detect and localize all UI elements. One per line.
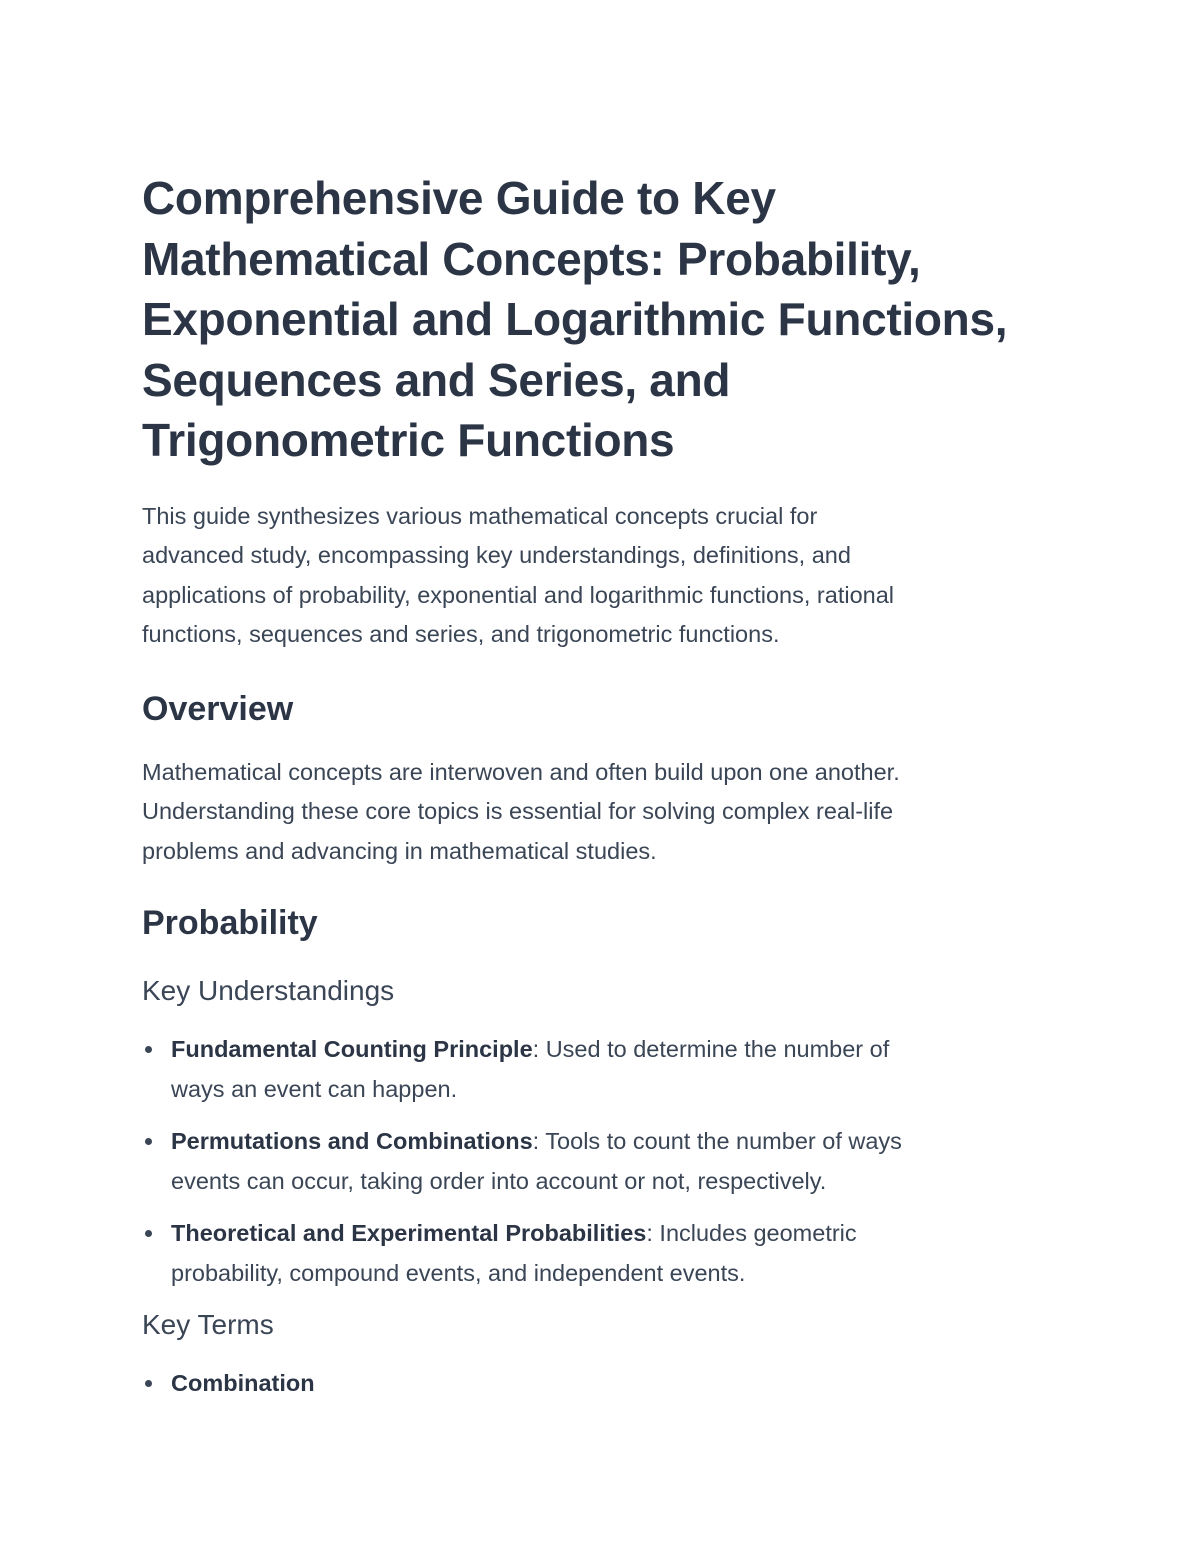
title-line: Trigonometric Functions: [142, 414, 675, 466]
list-item: [142, 1213, 1062, 1293]
overview-paragraph: [142, 753, 1062, 872]
overview-heading: Overview: [142, 689, 294, 728]
probability-heading: Probability: [142, 904, 318, 942]
intro-line: advanced study, encompassing key understandings, definitions, and: [142, 542, 851, 568]
overview-line: Mathematical concepts are interwoven and often build upon one another.: [142, 758, 900, 785]
title-line: Comprehensive Guide to Key: [142, 172, 776, 224]
list-item-text: : Used to determine the number of: [532, 1036, 890, 1062]
list-item-continuation: probability, compound events, and independent events.: [171, 1260, 746, 1286]
bullet-icon: [145, 1138, 152, 1145]
list-item: [142, 1363, 1062, 1403]
list-item-continuation: events can occur, taking order into account or not, respectively.: [171, 1168, 827, 1194]
list-item: [142, 1029, 1062, 1109]
list-item-term: Fundamental Counting Principle: [171, 1036, 533, 1062]
title-line: Exponential and Logarithmic Functions,: [142, 293, 1008, 345]
intro-line: This guide synthesizes various mathematical concepts crucial for: [142, 502, 818, 529]
list-item-continuation: ways an event can happen.: [171, 1076, 458, 1102]
document-page: [142, 168, 1062, 1403]
intro-paragraph: [142, 497, 1062, 655]
list-item-text: : Tools to count the number of ways: [532, 1128, 902, 1154]
list-item-term: Permutations and Combinations: [171, 1128, 533, 1154]
overview-line: Understanding these core topics is essential for solving complex real-life: [142, 798, 894, 824]
intro-line: functions, sequences and series, and trigonometric functions.: [142, 621, 780, 647]
overview-line: problems and advancing in mathematical studies.: [142, 837, 657, 864]
intro-line: applications of probability, exponential and logarithmic functions, rational: [142, 581, 895, 608]
key-understandings-list: [142, 1029, 1062, 1293]
list-item-text: : Includes geometric: [646, 1220, 857, 1246]
list-item-first-line: [171, 1363, 1062, 1403]
title-line: Mathematical Concepts: Probability,: [142, 232, 921, 285]
key-understandings-heading: Key Understandings: [142, 975, 395, 1006]
document-title: [142, 168, 1062, 471]
bullet-icon: [145, 1230, 152, 1237]
title-line: Sequences and Series, and: [142, 353, 731, 406]
key-terms-list: [142, 1363, 1062, 1403]
bullet-icon: [145, 1380, 152, 1387]
list-item: [142, 1121, 1062, 1201]
list-item-first-line: [171, 1213, 1062, 1253]
bullet-icon: [145, 1046, 152, 1053]
key-terms-heading: Key Terms: [142, 1309, 274, 1340]
list-item-first-line: [171, 1029, 1062, 1069]
list-item-term: Theoretical and Experimental Probabilities: [171, 1220, 647, 1246]
list-item-first-line: [171, 1121, 1062, 1161]
list-item-term: Combination: [171, 1370, 315, 1396]
